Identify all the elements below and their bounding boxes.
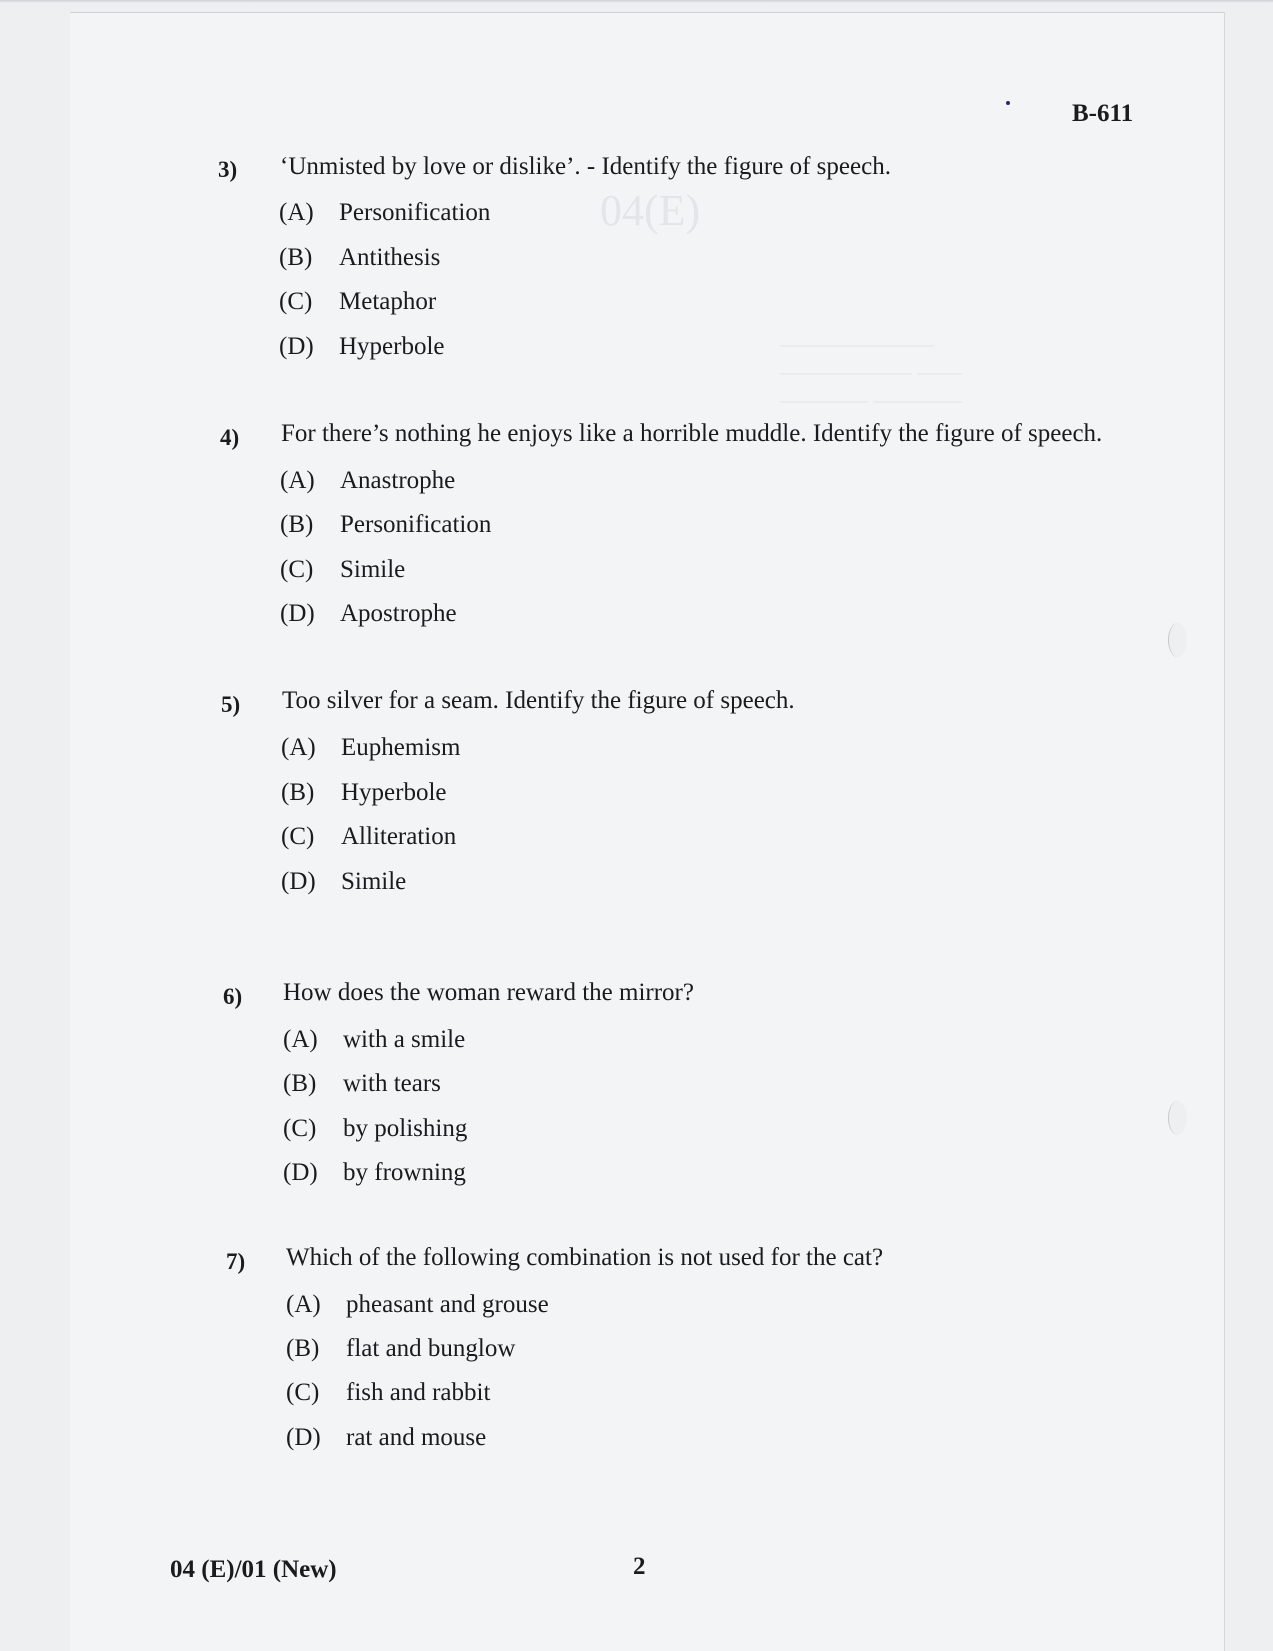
question-number: 7) [226, 1249, 246, 1274]
option-text: with a smile [343, 1026, 466, 1053]
question-number: 5) [221, 692, 241, 717]
option-letter: (B) [286, 1335, 320, 1362]
option-text: Apostrophe [340, 600, 457, 627]
option-text: Euphemism [341, 734, 461, 761]
option-item [280, 511, 491, 539]
page-top-edge [0, 0, 1273, 3]
question-number: 3) [218, 157, 238, 182]
footer-paper-id: 04 (E)/01 (New) [170, 1556, 337, 1583]
option-letter: (B) [281, 779, 315, 806]
option-text: flat and bunglow [346, 1335, 516, 1362]
option-item [280, 600, 457, 628]
option-item [281, 868, 406, 896]
option-letter: (C) [286, 1379, 320, 1406]
option-item [279, 244, 440, 272]
option-text: Alliteration [341, 823, 457, 850]
option-item [279, 199, 490, 227]
show-through-lines: ——————— —————— —— ———— ———— [780, 331, 962, 412]
question-text: How does the woman reward the mirror? [283, 979, 694, 1006]
option-letter: (B) [280, 511, 314, 538]
option-item [280, 556, 405, 584]
option-text: Anastrophe [340, 467, 456, 494]
option-text: with tears [343, 1070, 441, 1097]
option-item [283, 1070, 441, 1098]
option-item [283, 1115, 467, 1143]
binding-notch-lower [1168, 1101, 1187, 1135]
option-item [286, 1291, 549, 1319]
option-item [286, 1379, 490, 1407]
option-letter: (D) [279, 333, 314, 360]
question-text: Too silver for a seam. Identify the figure of speech. [282, 687, 795, 714]
question-number: 6) [223, 984, 243, 1009]
option-letter: (C) [283, 1115, 317, 1142]
option-item [279, 333, 445, 361]
option-text: Antithesis [339, 244, 441, 271]
option-letter: (C) [281, 823, 315, 850]
option-item [281, 734, 460, 762]
question-text: ‘Unmisted by love or dislike’. - Identify the figure of speech. [280, 153, 891, 180]
option-item [280, 467, 455, 495]
option-item [286, 1424, 486, 1452]
option-letter: (A) [280, 467, 315, 494]
exam-sheet [70, 12, 1225, 1651]
option-text: pheasant and grouse [346, 1291, 549, 1318]
option-text: Hyperbole [339, 333, 445, 360]
option-text: Personification [339, 199, 491, 226]
option-item [286, 1335, 515, 1363]
option-letter: (B) [279, 244, 313, 271]
binding-notch-upper [1168, 623, 1187, 657]
question-text: For there’s nothing he enjoys like a horrible muddle. Identify the figure of speech. [281, 420, 1103, 447]
option-item [281, 779, 447, 807]
option-letter: (A) [281, 734, 316, 761]
option-text: Hyperbole [341, 779, 447, 806]
page-number: 2 [633, 1553, 646, 1580]
option-letter: (A) [279, 199, 314, 226]
option-item [283, 1159, 466, 1187]
ink-speck [1006, 101, 1010, 105]
option-letter: (C) [279, 288, 313, 315]
option-text: rat and mouse [346, 1424, 487, 1451]
option-letter: (D) [283, 1159, 318, 1186]
option-letter: (C) [280, 556, 314, 583]
option-text: by polishing [343, 1115, 468, 1142]
option-text: Personification [340, 511, 492, 538]
question-number: 4) [220, 425, 240, 450]
option-text: fish and rabbit [346, 1379, 491, 1406]
option-text: Simile [341, 868, 407, 895]
option-letter: (D) [280, 600, 315, 627]
option-letter: (A) [283, 1026, 318, 1053]
option-letter: (D) [281, 868, 316, 895]
option-letter: (D) [286, 1424, 321, 1451]
option-item [279, 288, 436, 316]
question-text: Which of the following combination is not used for the cat? [286, 1244, 884, 1271]
option-item [281, 823, 456, 851]
option-letter: (B) [283, 1070, 317, 1097]
option-letter: (A) [286, 1291, 321, 1318]
option-text: Simile [340, 556, 406, 583]
option-text: by frowning [343, 1159, 466, 1186]
option-item [283, 1026, 465, 1054]
show-through-mark: 04(E) [600, 186, 701, 235]
paper-code: B-611 [1072, 100, 1134, 127]
option-text: Metaphor [339, 288, 437, 315]
